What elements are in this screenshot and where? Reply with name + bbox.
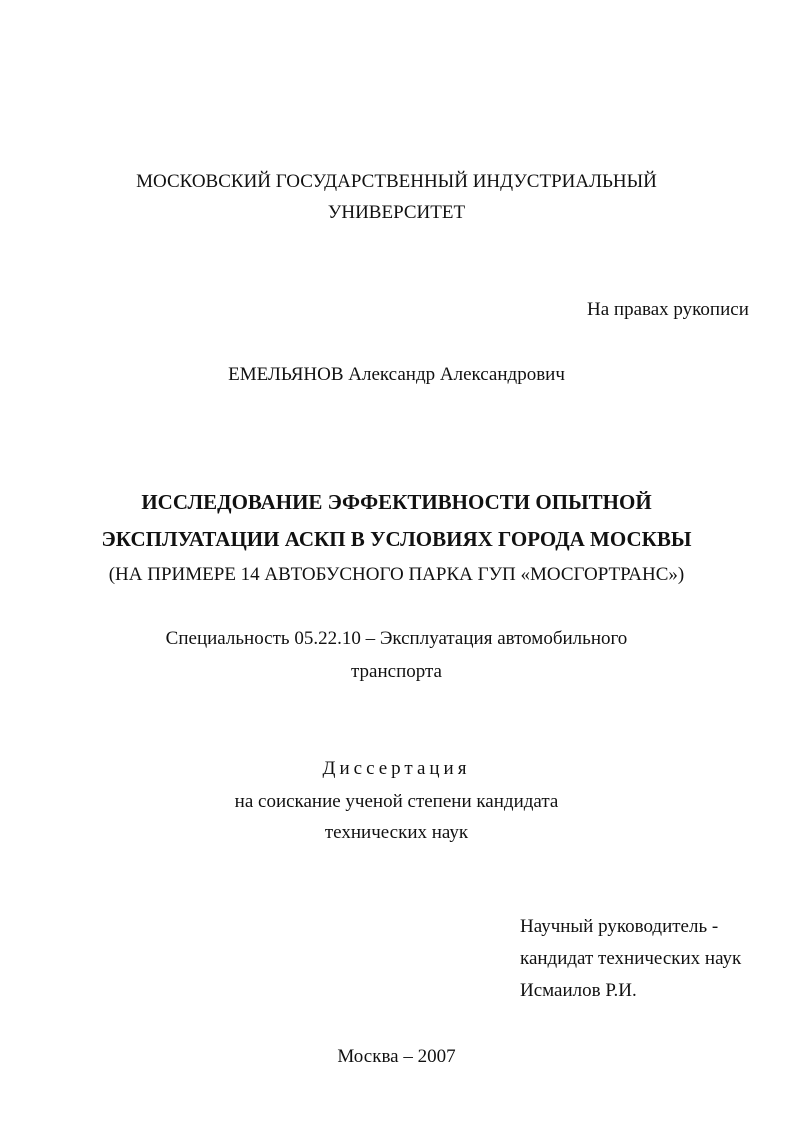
- dissertation-line2: технических наук: [324, 822, 469, 843]
- title-line1: ИССЛЕДОВАНИЕ ЭФФЕКТИВНОСТИ ОПЫТНОЙ: [141, 490, 652, 514]
- dissertation-label: Диссертация: [322, 758, 471, 779]
- supervisor-name: Исмаилов Р.И.: [520, 980, 637, 1001]
- university-name-line2: УНИВЕРСИТЕТ: [327, 202, 466, 223]
- place-year: Москва – 2007: [337, 1046, 456, 1067]
- dissertation-line1: на соискание ученой степени кандидата: [234, 791, 559, 812]
- rights-note: На правах рукописи: [587, 299, 749, 320]
- specialty-line1: Специальность 05.22.10 – Эксплуатация автомобильного: [165, 628, 628, 649]
- title-line2: ЭКСПЛУАТАЦИИ АСКП В УСЛОВИЯХ ГОРОДА МОСКВЫ: [101, 527, 692, 551]
- author-name: ЕМЕЛЬЯНОВ Александр Александрович: [228, 364, 565, 385]
- supervisor-role: Научный руководитель -: [520, 916, 719, 937]
- university-name-line1: МОСКОВСКИЙ ГОСУДАРСТВЕННЫЙ ИНДУСТРИАЛЬНЫЙ: [136, 171, 657, 192]
- title-subtitle: (НА ПРИМЕРЕ 14 АВТОБУСНОГО ПАРКА ГУП «МОСГОРТРАНС»): [108, 564, 685, 585]
- supervisor-degree: кандидат технических наук: [520, 948, 742, 969]
- specialty-line2: транспорта: [351, 661, 442, 682]
